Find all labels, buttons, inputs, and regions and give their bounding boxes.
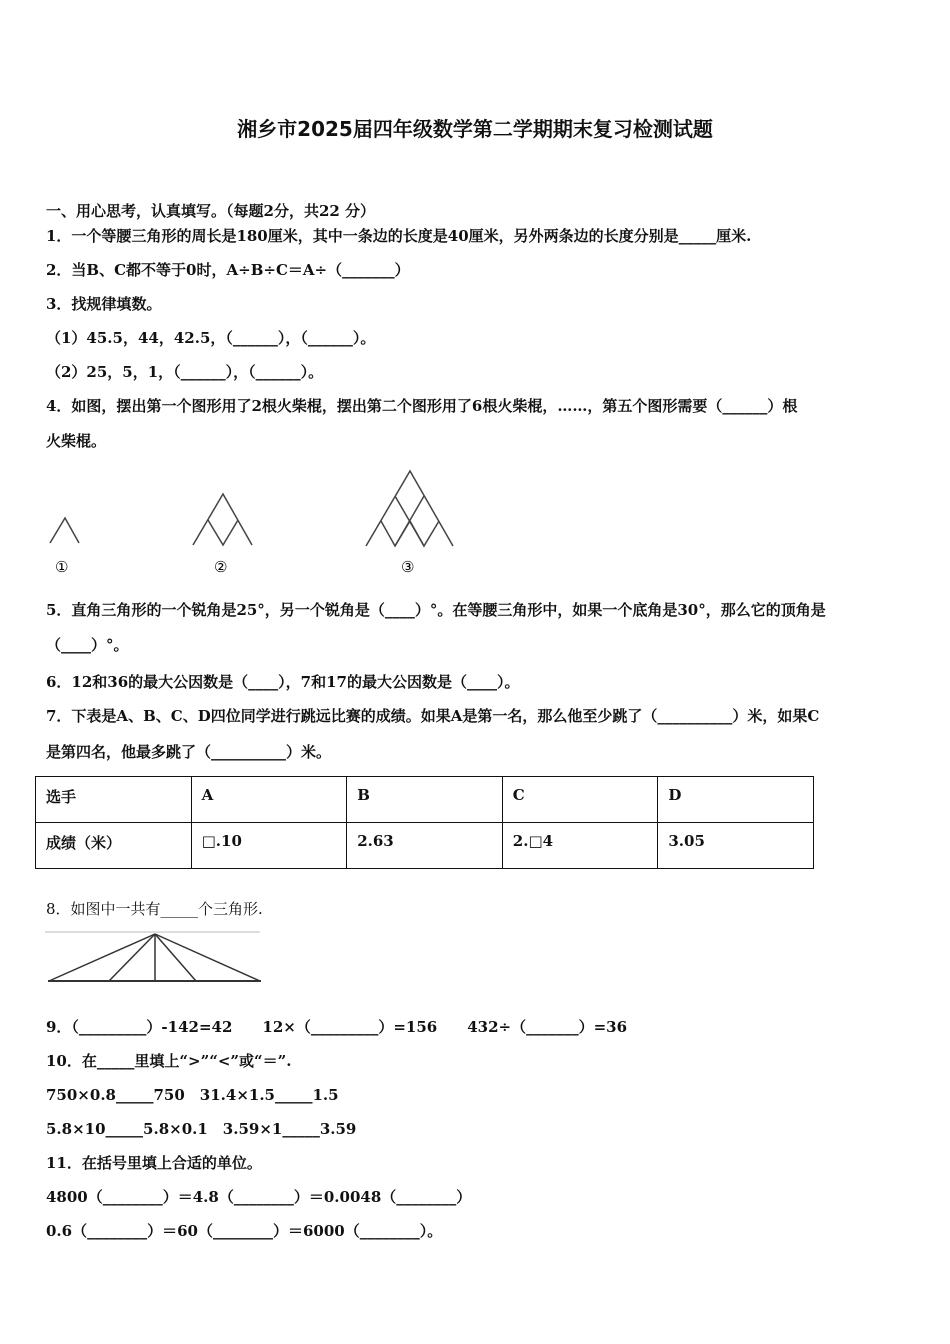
table-cell: C <box>502 777 658 823</box>
question-10-row-1: 750×0.8_____750 31.4×1.5_____1.5 <box>46 1086 339 1104</box>
table-cell: 2.□4 <box>502 823 658 869</box>
matchstick-figure-3 <box>366 471 453 546</box>
question-6: 6．12和36的最大公因数是（____），7和17的最大公因数是（____）。 <box>46 673 520 691</box>
figure-label-2: ② <box>214 558 228 576</box>
question-7-cont: 是第四名，他最多跳了（__________）米。 <box>46 743 332 761</box>
question-3: 3．找规律填数。 <box>46 295 162 313</box>
table-cell: 选手 <box>36 777 192 823</box>
question-3-part-2: （2）25，5，1，（______），（______）。 <box>46 363 324 381</box>
question-3-part-1: （1）45.5，44，42.5，（______），（______）。 <box>46 329 376 347</box>
table-cell: □.10 <box>191 823 347 869</box>
table-cell: B <box>347 777 503 823</box>
question-1: 1．一个等腰三角形的周长是180厘米，其中一条边的长度是40厘米，另外两条边的长度分别是_____厘米. <box>46 227 752 245</box>
question-10-row-2: 5.8×10_____5.8×0.1 3.59×1_____3.59 <box>46 1120 357 1138</box>
figure-label-3: ③ <box>401 558 415 576</box>
figure-label-1: ① <box>55 558 69 576</box>
table-row <box>36 823 814 869</box>
question-9: 9．（_________）-142=42 12×（_________）=156 432÷（_______）=36 <box>46 1018 628 1036</box>
question-11: 11．在括号里填上合适的单位。 <box>46 1154 262 1172</box>
question-7: 7．下表是A、B、C、D四位同学进行跳远比赛的成绩。如果A是第一名，那么他至少跳了（__________）米，如果C <box>46 707 820 725</box>
question-11-row-1: 4800（________）＝4.8（________）＝0.0048（________） <box>46 1188 472 1206</box>
table-cell: A <box>191 777 347 823</box>
question-5-cont: （____）°。 <box>46 636 129 654</box>
table-header-row <box>36 777 814 823</box>
table-cell: 2.63 <box>347 823 503 869</box>
question-10: 10．在_____里填上“>”“<”或“＝”. <box>46 1052 292 1070</box>
question-5: 5．直角三角形的一个锐角是25°，另一个锐角是（____）°。在等腰三角形中，如果一个底角是30°，那么它的顶角是 <box>46 601 826 619</box>
table-cell: D <box>658 777 814 823</box>
triangle-figure-q8 <box>45 932 261 981</box>
question-8: 8．如图中一共有_____个三角形. <box>46 900 263 918</box>
question-4-cont: 火柴棍。 <box>46 432 107 450</box>
long-jump-table <box>35 776 814 869</box>
question-2: 2．当B、C都不等于0时，A÷B÷C＝A÷（_______） <box>46 261 410 279</box>
section-heading: 一、用心思考，认真填写。（每题2分，共22 分） <box>46 202 376 220</box>
page-title: 湘乡市2025届四年级数学第二学期期末复习检测试题 <box>237 117 713 141</box>
table-cell: 3.05 <box>658 823 814 869</box>
table-cell: 成绩（米） <box>36 823 192 869</box>
question-11-row-2: 0.6（________）＝60（________）＝6000（________）。 <box>46 1222 443 1240</box>
matchstick-figure-2 <box>193 494 252 545</box>
question-4: 4．如图，摆出第一个图形用了2根火柴棍，摆出第二个图形用了6根火柴棍，……，第五个图形需要（______）根 <box>46 397 798 415</box>
matchstick-figure-1 <box>50 518 79 543</box>
